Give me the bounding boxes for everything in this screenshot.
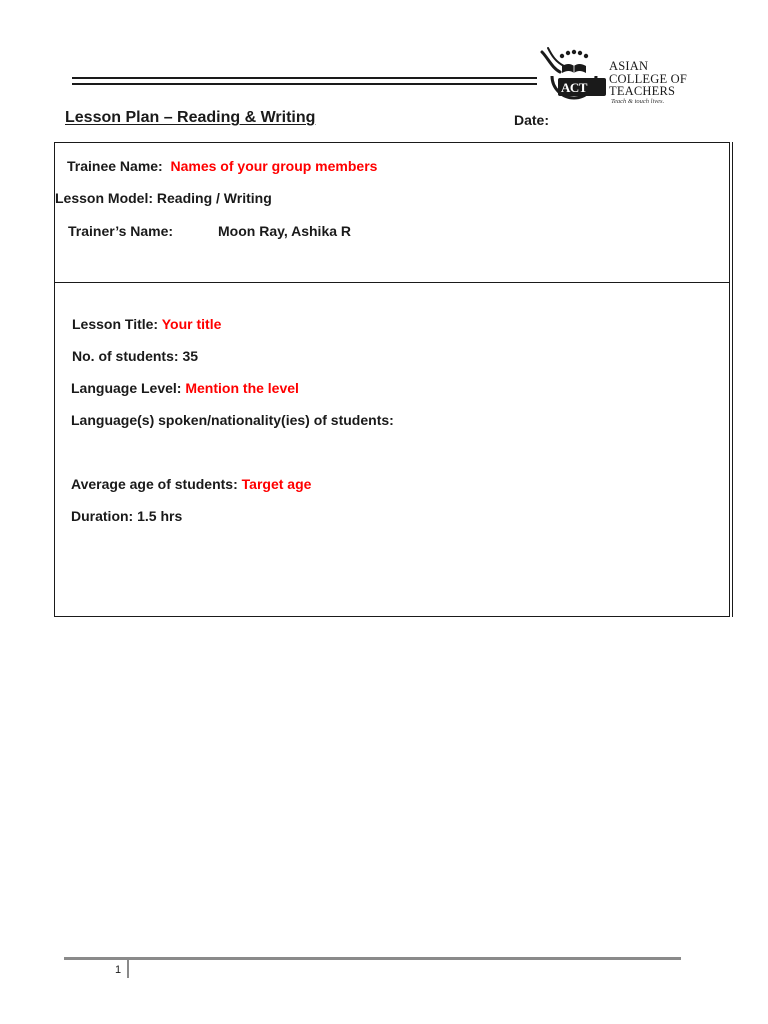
header-double-rule — [72, 77, 537, 85]
page-title: Lesson Plan – Reading & Writing — [65, 109, 316, 126]
logo-tagline: Teach & touch lives. — [611, 98, 665, 105]
trainer-name-value: Moon Ray, Ashika R — [218, 223, 352, 239]
act-logo — [538, 46, 698, 114]
lesson-model-value: Reading / Writing — [156, 190, 272, 206]
trainee-name-label: Trainee Name: — [67, 158, 163, 174]
footer-divider — [127, 960, 129, 978]
language-level-value: Mention the level — [185, 380, 299, 396]
language-level-row — [71, 379, 299, 397]
average-age-value: Target age — [241, 476, 312, 492]
trainer-name-value-wrap — [218, 222, 351, 240]
average-age-label: Average age of students: — [71, 476, 238, 492]
students-row — [72, 347, 198, 365]
lesson-title-row — [72, 315, 221, 333]
trainer-name-row — [68, 222, 173, 240]
languages-spoken-row — [71, 411, 394, 429]
duration-row — [71, 507, 182, 525]
trainee-info-box — [54, 142, 730, 283]
logo-line-3: TEACHERS — [609, 84, 676, 98]
logo-line-2: COLLEGE OF — [609, 71, 688, 86]
lesson-title-label: Lesson Title: — [72, 316, 159, 332]
lesson-model-label: Lesson Model: — [55, 190, 154, 206]
lesson-details-box — [54, 282, 730, 617]
trainee-name-value: Names of your group members — [170, 158, 378, 174]
average-age-row — [71, 475, 311, 493]
duration-label: Duration: — [71, 508, 134, 524]
logo-line-1: ASIAN — [609, 59, 649, 73]
lesson-model-row — [55, 189, 272, 207]
footer-rule — [64, 957, 681, 960]
languages-spoken-label: Language(s) spoken/nationality(ies) of students: — [71, 412, 394, 428]
duration-value: 1.5 hrs — [137, 508, 183, 524]
trainee-name-row — [67, 157, 377, 175]
page-number: 1 — [115, 964, 122, 976]
trainer-name-label: Trainer’s Name: — [68, 223, 174, 239]
date-label: Date: — [514, 112, 550, 128]
lesson-title-value: Your title — [161, 316, 222, 332]
students-label: No. of students: — [72, 348, 179, 364]
logo-wordmark — [609, 60, 687, 98]
logo-monogram: ACT — [561, 80, 587, 95]
students-value: 35 — [182, 348, 199, 364]
language-level-label: Language Level: — [71, 380, 182, 396]
